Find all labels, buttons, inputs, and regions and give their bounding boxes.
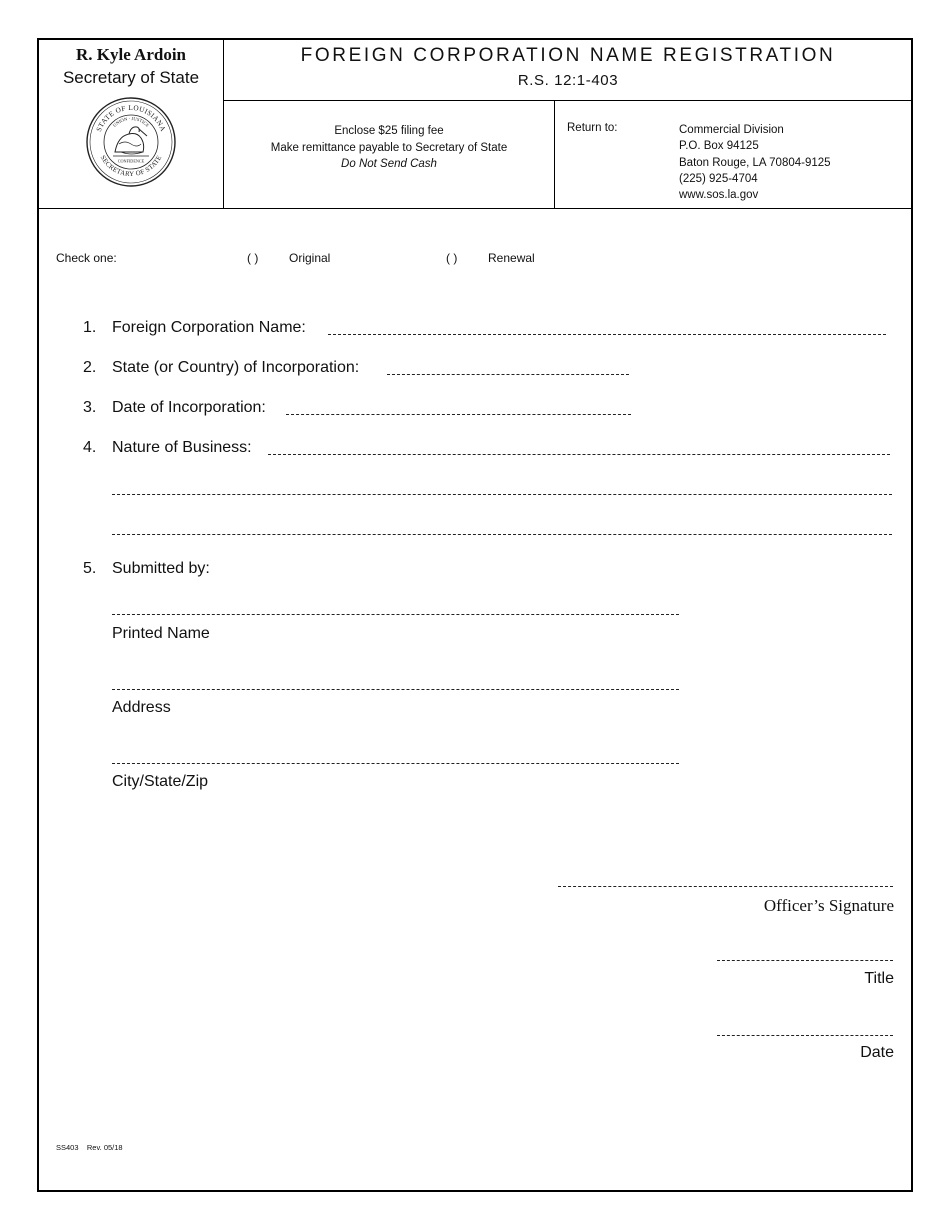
address-line: Commercial Division [679,124,784,136]
address-field[interactable] [112,689,679,690]
renewal-option-label: Renewal [488,251,535,265]
original-option-label: Original [289,251,331,265]
officer-signature-label: Officer’s Signature [763,896,894,915]
form-title: FOREIGN CORPORATION NAME REGISTRATION [300,45,836,66]
form-footer [56,1143,123,1152]
form-border [37,38,913,1192]
form-code: SS403 [56,1143,79,1152]
item-number: 4. [83,439,97,456]
nature-of-business-field-line-2[interactable] [112,494,892,495]
svg-text:UNION · JUSTICE [112,116,150,128]
address-label: Address [112,699,171,716]
seal-inner-bottom-text: CONFIDENCE [117,158,145,164]
address-line: Baton Rouge, LA 70804-9125 [679,156,831,169]
statute-reference: R.S. 12:1-403 [517,72,619,89]
seal-inner-top-text: UNION · JUSTICE [111,115,151,128]
seal-outer-top-text: STATE OF LOUISIANA [94,103,168,133]
address-line: www.sos.la.gov [679,189,759,202]
fee-line-1: Enclose $25 filing fee [334,125,444,137]
date-of-incorporation-field[interactable] [286,414,631,415]
secretary-name: R. Kyle Ardoin [75,45,187,64]
item-number: 2. [83,359,97,376]
seal-outer-bottom-text: SECRETARY OF STATE [98,154,164,179]
original-checkbox[interactable]: ( ) [247,251,259,265]
printed-name-field[interactable] [112,614,679,615]
form-title-block [224,40,912,101]
title-field[interactable] [717,960,893,961]
date-of-incorporation-label: Date of Incorporation: [112,399,266,416]
nature-of-business-label: Nature of Business: [112,439,252,456]
secretary-block [39,40,224,208]
fee-instructions [224,101,555,208]
secretary-title: Secretary of State [62,68,200,87]
item-number: 5. [83,560,97,577]
item-number: 3. [83,399,97,416]
submitted-by-label: Submitted by: [112,560,210,577]
title-label: Title [864,970,894,987]
nature-of-business-field[interactable] [268,454,890,455]
address-line: (225) 925-4704 [679,172,758,185]
header-divider [39,208,912,209]
date-label: Date [860,1044,894,1061]
nature-of-business-field-line-3[interactable] [112,534,892,535]
renewal-checkbox[interactable]: ( ) [446,251,458,265]
date-field[interactable] [717,1035,893,1036]
city-state-zip-field[interactable] [112,763,679,764]
officer-signature-field[interactable] [558,886,893,887]
revision-date: Rev. 05/18 [86,1143,123,1152]
return-address [679,122,831,203]
item-number: 1. [83,319,97,336]
return-label: Return to: [567,122,618,134]
city-state-zip-label: City/State/Zip [112,773,209,790]
check-one-label: Check one: [56,251,117,265]
foreign-corporation-name-field[interactable] [328,334,886,335]
state-of-incorporation-field[interactable] [387,374,629,375]
state-seal-icon [85,96,177,188]
state-of-incorporation-label: State (or Country) of Incorporation: [112,359,360,376]
fee-note: Do Not Send Cash [341,158,437,170]
address-line: P.O. Box 94125 [679,140,759,153]
printed-name-label: Printed Name [112,625,210,642]
foreign-corporation-name-label: Foreign Corporation Name: [112,319,306,336]
fee-line-2: Make remittance payable to Secretary of State [270,141,508,154]
